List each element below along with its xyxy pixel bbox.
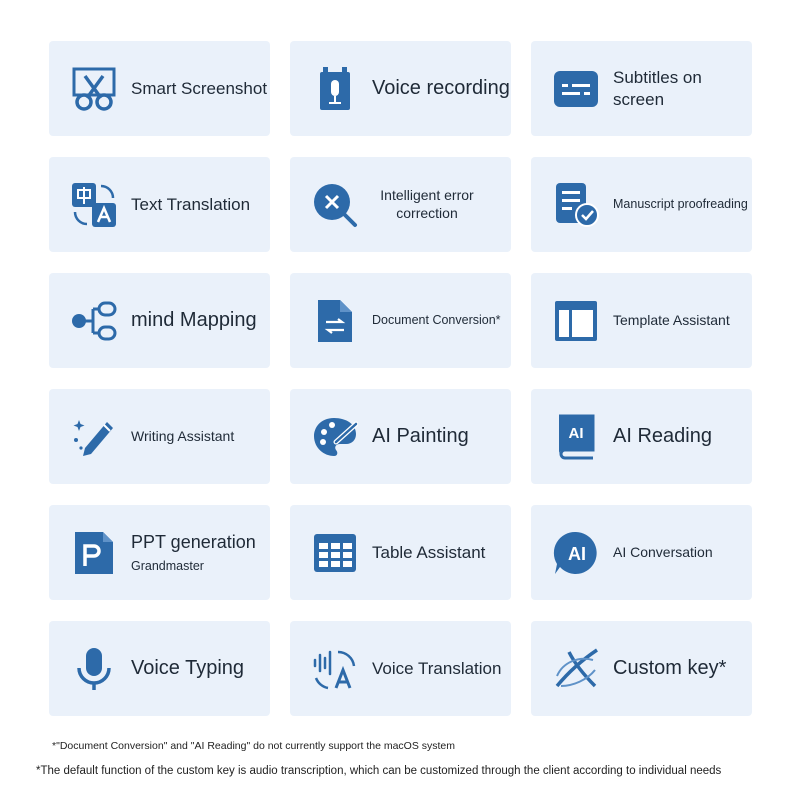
screenshot-scissors-icon [71, 66, 117, 112]
error-search-icon [312, 182, 358, 228]
pencil-sparkle-icon [71, 414, 117, 460]
feature-label: AI Painting [372, 425, 469, 447]
svg-text:AI: AI [568, 424, 584, 442]
feature-label: AI Conversation [613, 543, 713, 560]
feature-card-ai-reading [531, 389, 752, 484]
ppt-file-icon [71, 530, 117, 576]
template-layout-icon [553, 298, 599, 344]
feature-card-custom-key [531, 621, 752, 716]
feature-label: Writing Assistant [131, 427, 235, 444]
microphone-icon [71, 646, 117, 692]
feature-label: Table Assistant [372, 542, 486, 562]
footnote-custom-key: *The default function of the custom key is audio transcription, which can be customized through the client according to individual needs [36, 765, 722, 777]
feature-label: Text Translation [131, 194, 251, 214]
feature-label: Document Conversion* [372, 312, 501, 327]
ai-book-icon [553, 414, 599, 460]
feature-label: Intelligent error correction [380, 187, 474, 221]
feature-card-writing-assistant [49, 389, 270, 484]
feature-card-error-correction [290, 157, 511, 252]
custom-key-logo-icon [553, 646, 599, 692]
feature-label: Template Assistant [613, 311, 730, 328]
ppt-generation-labels [131, 532, 256, 573]
feature-label: Voice recording [372, 77, 510, 99]
feature-card-ppt-generation [49, 505, 270, 600]
feature-label: Voice Typing [131, 657, 245, 679]
feature-card-voice-recording [290, 41, 511, 136]
feature-grid [49, 41, 752, 716]
feature-card-manuscript-proofreading [531, 157, 752, 252]
feature-card-template-assistant [531, 273, 752, 368]
palette-brush-icon [312, 414, 358, 460]
feature-card-text-translation [49, 157, 270, 252]
feature-label: Custom key* [613, 657, 727, 679]
feature-label: Voice Translation [372, 658, 502, 678]
feature-card-mind-mapping [49, 273, 270, 368]
feature-label: Manuscript proofreading [613, 196, 748, 211]
feature-card-ai-painting [290, 389, 511, 484]
feature-card-ai-conversation [531, 505, 752, 600]
feature-label: mind Mapping [131, 309, 257, 331]
table-grid-icon [312, 530, 358, 576]
feature-label: AI Reading [613, 425, 712, 447]
proofread-document-icon [553, 182, 599, 228]
ai-chat-bubble-icon [553, 530, 599, 576]
feature-label: Subtitles on screen [613, 68, 702, 109]
voice-recorder-icon [312, 66, 358, 112]
feature-sublabel: Grandmaster [131, 559, 204, 573]
feature-card-document-conversion [290, 273, 511, 368]
footnote-document-conversion: *"Document Conversion" and "AI Reading" do not currently support the macOS system [52, 740, 456, 752]
feature-label: Smart Screenshot [131, 78, 268, 98]
feature-card-voice-translation [290, 621, 511, 716]
translate-icon [71, 182, 117, 228]
feature-label: PPT generation [131, 532, 256, 552]
feature-card-subtitles [531, 41, 752, 136]
feature-card-table-assistant [290, 505, 511, 600]
subtitles-icon [553, 66, 599, 112]
feature-card-smart-screenshot [49, 41, 270, 136]
feature-card-voice-typing [49, 621, 270, 716]
svg-text:AI: AI [568, 543, 586, 564]
voice-translate-icon [312, 646, 358, 692]
mind-map-icon [71, 298, 117, 344]
document-convert-icon [312, 298, 358, 344]
